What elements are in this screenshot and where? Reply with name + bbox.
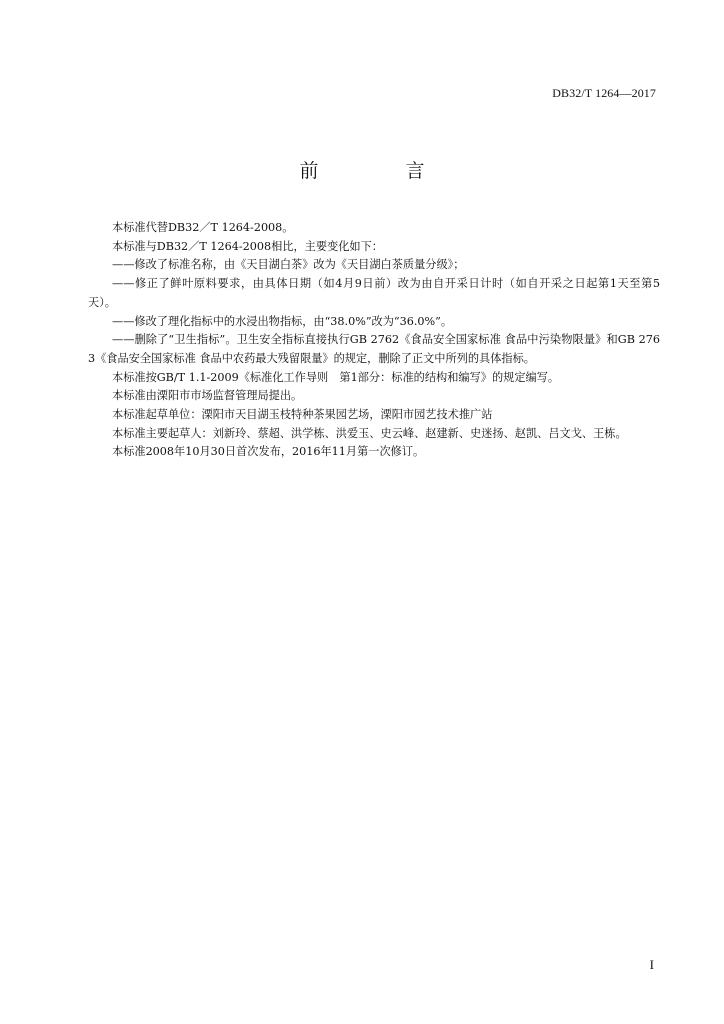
foreword-paragraph-change-extract: ——修改了理化指标中的水浸出物指标，由“38.0%”改为“36.0%”。 <box>112 314 453 328</box>
foreword-paragraph-drafters: 本标准主要起草人：刘新玲、蔡超、洪学栋、洪爱玉、史云峰、赵建新、史迷扬、赵凯、吕文戈、王栋。 <box>112 426 627 440</box>
foreword-paragraph-change-hygiene: ——删除了“卫生指标”。卫生安全指标直接执行GB 2762《食品安全国家标准 食品中污染物限量》和GB 2763《食品安全国家标准 食品中农药最大残留限量》的规定，删除了正文中所列的具体指标。 <box>88 333 660 365</box>
foreword-body <box>88 219 660 462</box>
foreword-paragraph-drafting-rules: 本标准按GB/T 1.1-2009《标准化工作导则 第1部分：标准的结构和编写》的规定编写。 <box>112 370 560 384</box>
foreword-paragraph-replaces: 本标准代替DB32／T 1264-2008。 <box>112 221 294 234</box>
foreword-paragraph-changes-intro: 本标准与DB32／T 1264-2008相比，主要变化如下： <box>112 239 383 253</box>
foreword-paragraph-proposer: 本标准由溧阳市市场监督管理局提出。 <box>112 389 303 403</box>
foreword-paragraph-change-name: ——修改了标准名称，由《天目湖白茶》改为《天目湖白茶质量分级》； <box>112 258 465 272</box>
page-number: I <box>649 957 654 972</box>
foreword-paragraph-drafting-units: 本标准起草单位：溧阳市天目湖玉枝特种茶果园艺场，溧阳市园艺技术推广站 <box>112 408 493 422</box>
standard-code: DB32/T 1264—2017 <box>552 86 656 100</box>
foreword-paragraph-change-leaf: ——修正了鲜叶原料要求，由具体日期（如4月9日前）改为由自开采日计时（如自开采之日起第1天至第5天）。 <box>88 277 660 309</box>
foreword-paragraph-history: 本标准2008年10月30日首次发布，2016年11月第一次修订。 <box>112 445 425 459</box>
page-title: 前 言 <box>299 160 459 182</box>
